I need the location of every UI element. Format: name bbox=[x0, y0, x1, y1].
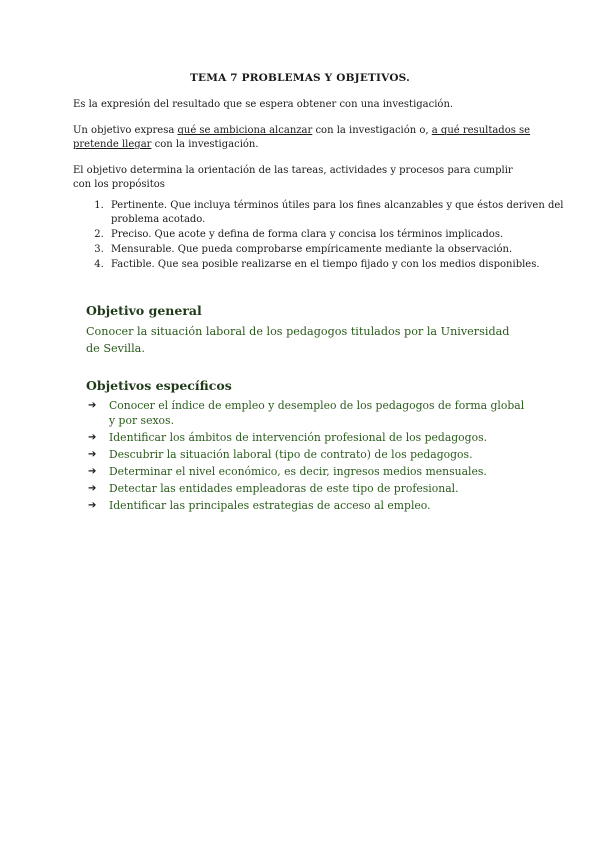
specific-objectives-list bbox=[86, 398, 526, 515]
objective-text-3: con la investigación. bbox=[151, 139, 259, 150]
specific-objective-text: Determinar el nivel económico, es decir, ingresos medios mensuales. bbox=[109, 465, 487, 478]
arrow-right-icon: ➔ bbox=[88, 500, 97, 511]
orientation-paragraph: El objetivo determina la orientación de las tareas, actividades y procesos para cumplir con los propósitos bbox=[73, 165, 513, 190]
criteria-item-3: 3. Mensurable. Que pueda comprobarse empíricamente mediante la observación. bbox=[107, 243, 567, 257]
specific-objective-text: Conocer el índice de empleo y desempleo de los pedagogos de forma global y por sexos. bbox=[109, 399, 525, 427]
specific-objective-item bbox=[86, 481, 526, 496]
objective-text-2: con la investigación o, bbox=[312, 125, 432, 136]
objective-text-1: Un objetivo expresa bbox=[73, 125, 178, 136]
criteria-item-4: 4. Factible. Que sea posible realizarse en el tiempo fijado y con los medios disponibles. bbox=[107, 258, 567, 272]
objective-underlined-1: qué se ambiciona alcanzar bbox=[177, 125, 313, 136]
general-objective-heading: Objetivo general bbox=[86, 303, 202, 318]
specific-objective-item bbox=[86, 447, 526, 462]
specific-objective-item bbox=[86, 498, 526, 513]
objective-paragraph bbox=[73, 124, 533, 152]
criteria-item-1: 1. Pertinente. Que incluya términos útiles para los fines alcanzables y que éstos deriven del problema acotado. bbox=[107, 199, 567, 227]
page-title: TEMA 7 PROBLEMAS Y OBJETIVOS. bbox=[190, 72, 410, 84]
specific-objective-item bbox=[86, 464, 526, 479]
specific-objective-item bbox=[86, 398, 526, 428]
arrow-right-icon: ➔ bbox=[88, 466, 97, 477]
criteria-item-2: 2. Preciso. Que acote y defina de forma clara y concisa los términos implicados. bbox=[107, 228, 567, 242]
criteria-list bbox=[73, 199, 567, 273]
arrow-right-icon: ➔ bbox=[88, 449, 97, 460]
objective-underlined-2: a qué resultados se pretende llegar bbox=[73, 125, 531, 150]
specific-objective-text: Identificar las principales estrategias de acceso al empleo. bbox=[109, 499, 431, 512]
specific-objective-text: Descubrir la situación laboral (tipo de contrato) de los pedagogos. bbox=[109, 448, 473, 461]
arrow-right-icon: ➔ bbox=[88, 483, 97, 494]
specific-objective-text: Identificar los ámbitos de intervención profesional de los pedagogos. bbox=[109, 431, 488, 444]
general-objective-text: Conocer la situación laboral de los pedagogos titulados por la Universidad de Sevilla. bbox=[86, 325, 510, 355]
specific-objective-text: Detectar las entidades empleadoras de este tipo de profesional. bbox=[109, 482, 459, 495]
specific-objectives-heading: Objetivos específicos bbox=[86, 378, 232, 393]
arrow-right-icon: ➔ bbox=[88, 432, 97, 443]
specific-objective-item bbox=[86, 430, 526, 445]
arrow-right-icon: ➔ bbox=[88, 400, 97, 411]
intro-paragraph: Es la expresión del resultado que se espera obtener con una investigación. bbox=[73, 99, 454, 110]
